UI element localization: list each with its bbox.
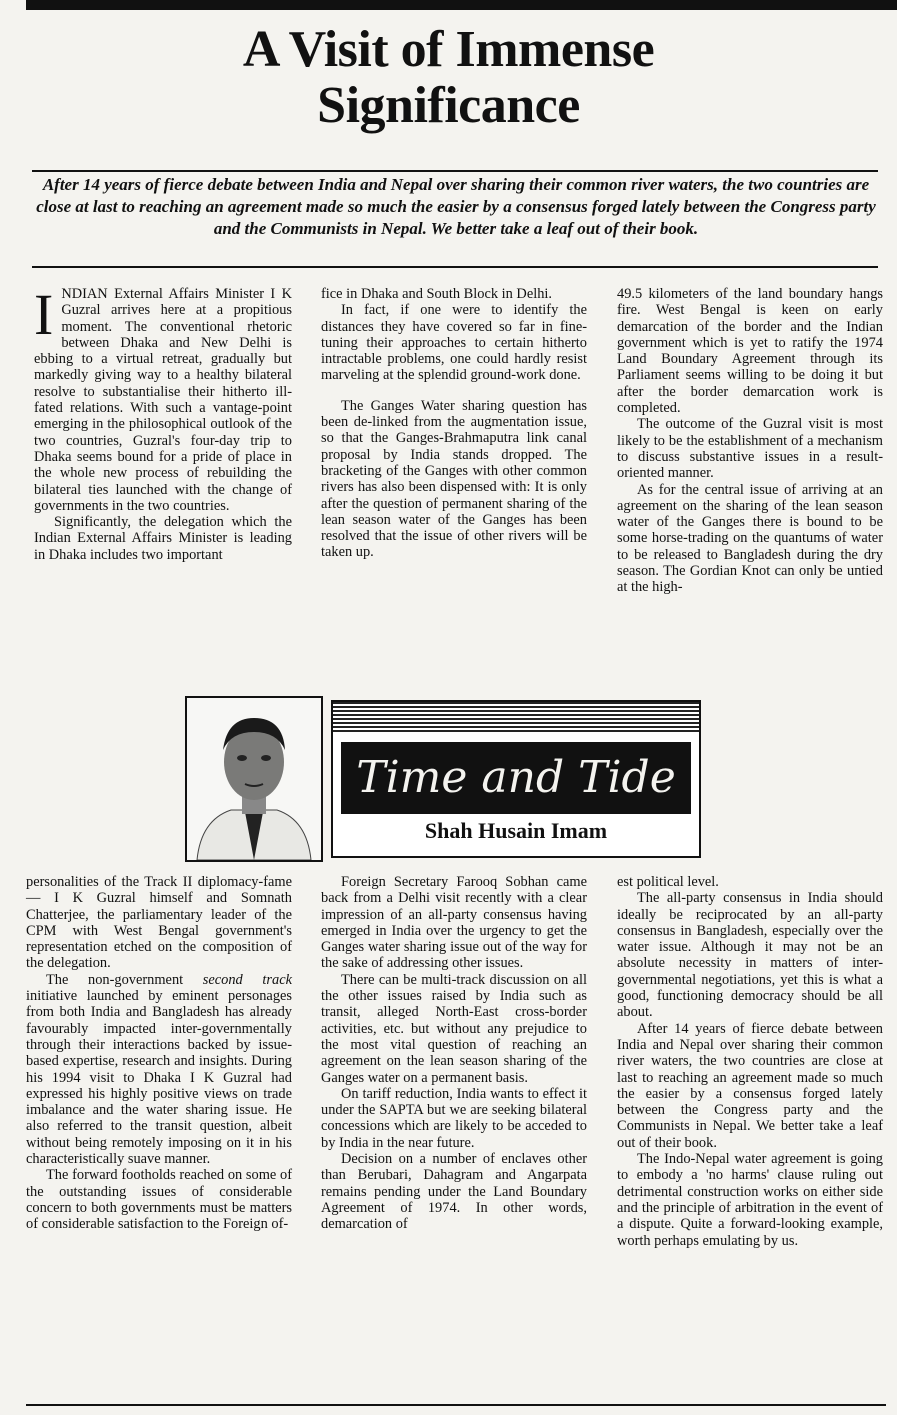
- lower-column-3: [617, 874, 883, 1249]
- headline: [40, 22, 857, 134]
- paragraph: INDIAN External Affairs Minister I K Guzral arrives here at a propitious moment. The conventional rhetoric between Dhaka and New Delhi is ebbing to a virtual retreat, gradually but markedly giving way to a healthy bilateral resolve to substantialise their hitherto ill-fated relations. With such a vantage-point emerging in the philosophical outlook of the two countries, Guzral's four-day trip to Dhaka seems bound for a pride of place in the whole new process of rebuilding the bilateral ties launched with the change of governments in the two countries.: [34, 282, 292, 514]
- author-name: Shah Husain Imam: [424, 818, 608, 843]
- lower-column-2: [321, 874, 587, 1233]
- deck-rule-top: [32, 170, 878, 172]
- bottom-rule: [26, 1404, 886, 1406]
- paragraph: The outcome of the Guzral visit is most likely to be the establishment of a mechanism to discuss substantive issues in a result-oriented manner.: [617, 416, 883, 482]
- top-rule: [26, 0, 897, 10]
- lower-column-1: [26, 874, 292, 1233]
- paragraph: personalities of the Track II diplomacy-fame — I K Guzral himself and Somnath Chatterjee, the parliamentary leader of the CPM with West Bengal government's representation etched on the composition of the delegation.: [26, 874, 292, 972]
- drop-cap: I: [34, 282, 54, 347]
- deck-rule-bottom: [32, 266, 878, 268]
- paragraph: Decision on a number of enclaves other than Berubari, Dahagram and Angarpata remains pending under the Land Boundary Agreement of 1974. In other words, demarcation of: [321, 1151, 587, 1233]
- standfirst: After 14 years of fierce debate between India and Nepal over sharing their common river waters, the two countries are close at last to reaching an agreement made so much the easier by a consensus forged lately between the Congress party and the Communists in Nepal. We better take a leaf out of their book.: [36, 175, 876, 238]
- paragraph: The Ganges Water sharing question has been de-linked from the augmentation issue, so that the Ganges-Brahmaputra link canal proposal by India stands dropped. The bracketing of the Ganges with other common rivers has also been dispensed with: It is only after the question of permanent sharing of the lean season water of the Ganges has been resolved that the issue of other rivers will be taken up.: [321, 397, 587, 561]
- paragraph: 49.5 kilometers of the land boundary hangs fire. West Bengal is keen on early demarcation of the border and the Indian government which is yet to ratify the 1974 Land Boundary Agreement through its Parliament seems willing to be doing it but after the border demarcation work is completed.: [617, 286, 883, 417]
- paragraph: In fact, if one were to identify the distances they have covered so far in fine-tuning their approaches to certain hitherto intractable problems, one could hardly resist marveling at the splendid ground-work done.: [321, 302, 587, 384]
- paragraph: On tariff reduction, India wants to effect it under the SAPTA but we are seeking bilateral concessions which are likely to be acceded to by India in the near future.: [321, 1085, 587, 1151]
- byline-block: [185, 696, 703, 864]
- paragraph: The Indo-Nepal water agreement is going to embody a 'no harms' clause ruling out detrimental construction works on either side and the principle of arbitration in the event of a dispute. Quite a forward-looking example, worth perhaps emulating by us.: [617, 1151, 883, 1249]
- paragraph: As for the central issue of arriving at an agreement on the sharing of the lean season water of the Ganges there is bound to be some horse-trading on the quantums of water to be released to Bangladesh during the dry season. The Gordian Knot can only be untied at the high-: [617, 481, 883, 596]
- banner-stripes: [333, 702, 699, 732]
- paragraph: The all-party consensus in India should ideally be reciprocated by an all-party consensus in Bangladesh, especially over the water issue. Although it may not be an absolute necessity in matters of inter-governmental negotiations, yet this is what a good, functioning democracy should be all about.: [617, 890, 883, 1021]
- paragraph: The non-government second track initiative launched by eminent personages from both India and Bangladesh has already favourably impacted inter-governmentally through their interactions backed by issue-based expertise, research and insights. During his 1994 visit to Dhaka I K Guzral had expressed his highly positive views on trade imbalance and the water sharing issue. He also referred to the transit question, albeit without being remotely imposing on it in his characteristically suave manner.: [26, 971, 292, 1168]
- upper-column-1: [34, 282, 292, 563]
- paragraph: After 14 years of fierce debate between India and Nepal over sharing their common river waters, the two countries are close at last to reaching an agreement made so much the easier by a consensus forged lately between the Congress party and the Communists in Nepal. We better take a leaf out of their book.: [617, 1020, 883, 1151]
- headline-line-2: Significance: [317, 77, 580, 134]
- headline-line-1: A Visit of Immense: [242, 21, 655, 78]
- author-portrait-icon: [187, 698, 321, 860]
- paragraph: There can be multi-track discussion on all the other issues raised by India such as transit, alleged North-East cross-border activities, etc. but without any prejudice to the most vital question of reaching an agreement on the lean season sharing of the Ganges water on a permanent basis.: [321, 971, 587, 1086]
- paragraph: Significantly, the delegation which the Indian External Affairs Minister is leading in Dhaka includes two important: [34, 514, 292, 563]
- upper-column-2: [321, 286, 587, 561]
- paragraph: fice in Dhaka and South Block in Delhi.: [321, 286, 553, 302]
- paragraph: The forward footholds reached on some of the outstanding issues of considerable concern to both governments must be matters of considerable satisfaction to the Foreign of-: [26, 1167, 292, 1233]
- column-name: Time and Tide: [341, 742, 691, 814]
- paragraph: est political level.: [617, 874, 719, 890]
- column-banner: [331, 700, 701, 858]
- author-photo: [185, 696, 323, 862]
- upper-column-3: [617, 286, 883, 596]
- paragraph: Foreign Secretary Farooq Sobhan came back from a Delhi visit recently with a clear impression of an all-party consensus having emerged in India over the urgency to get the Ganges water sharing issue out of the way for the sake of addressing other issues.: [321, 874, 587, 972]
